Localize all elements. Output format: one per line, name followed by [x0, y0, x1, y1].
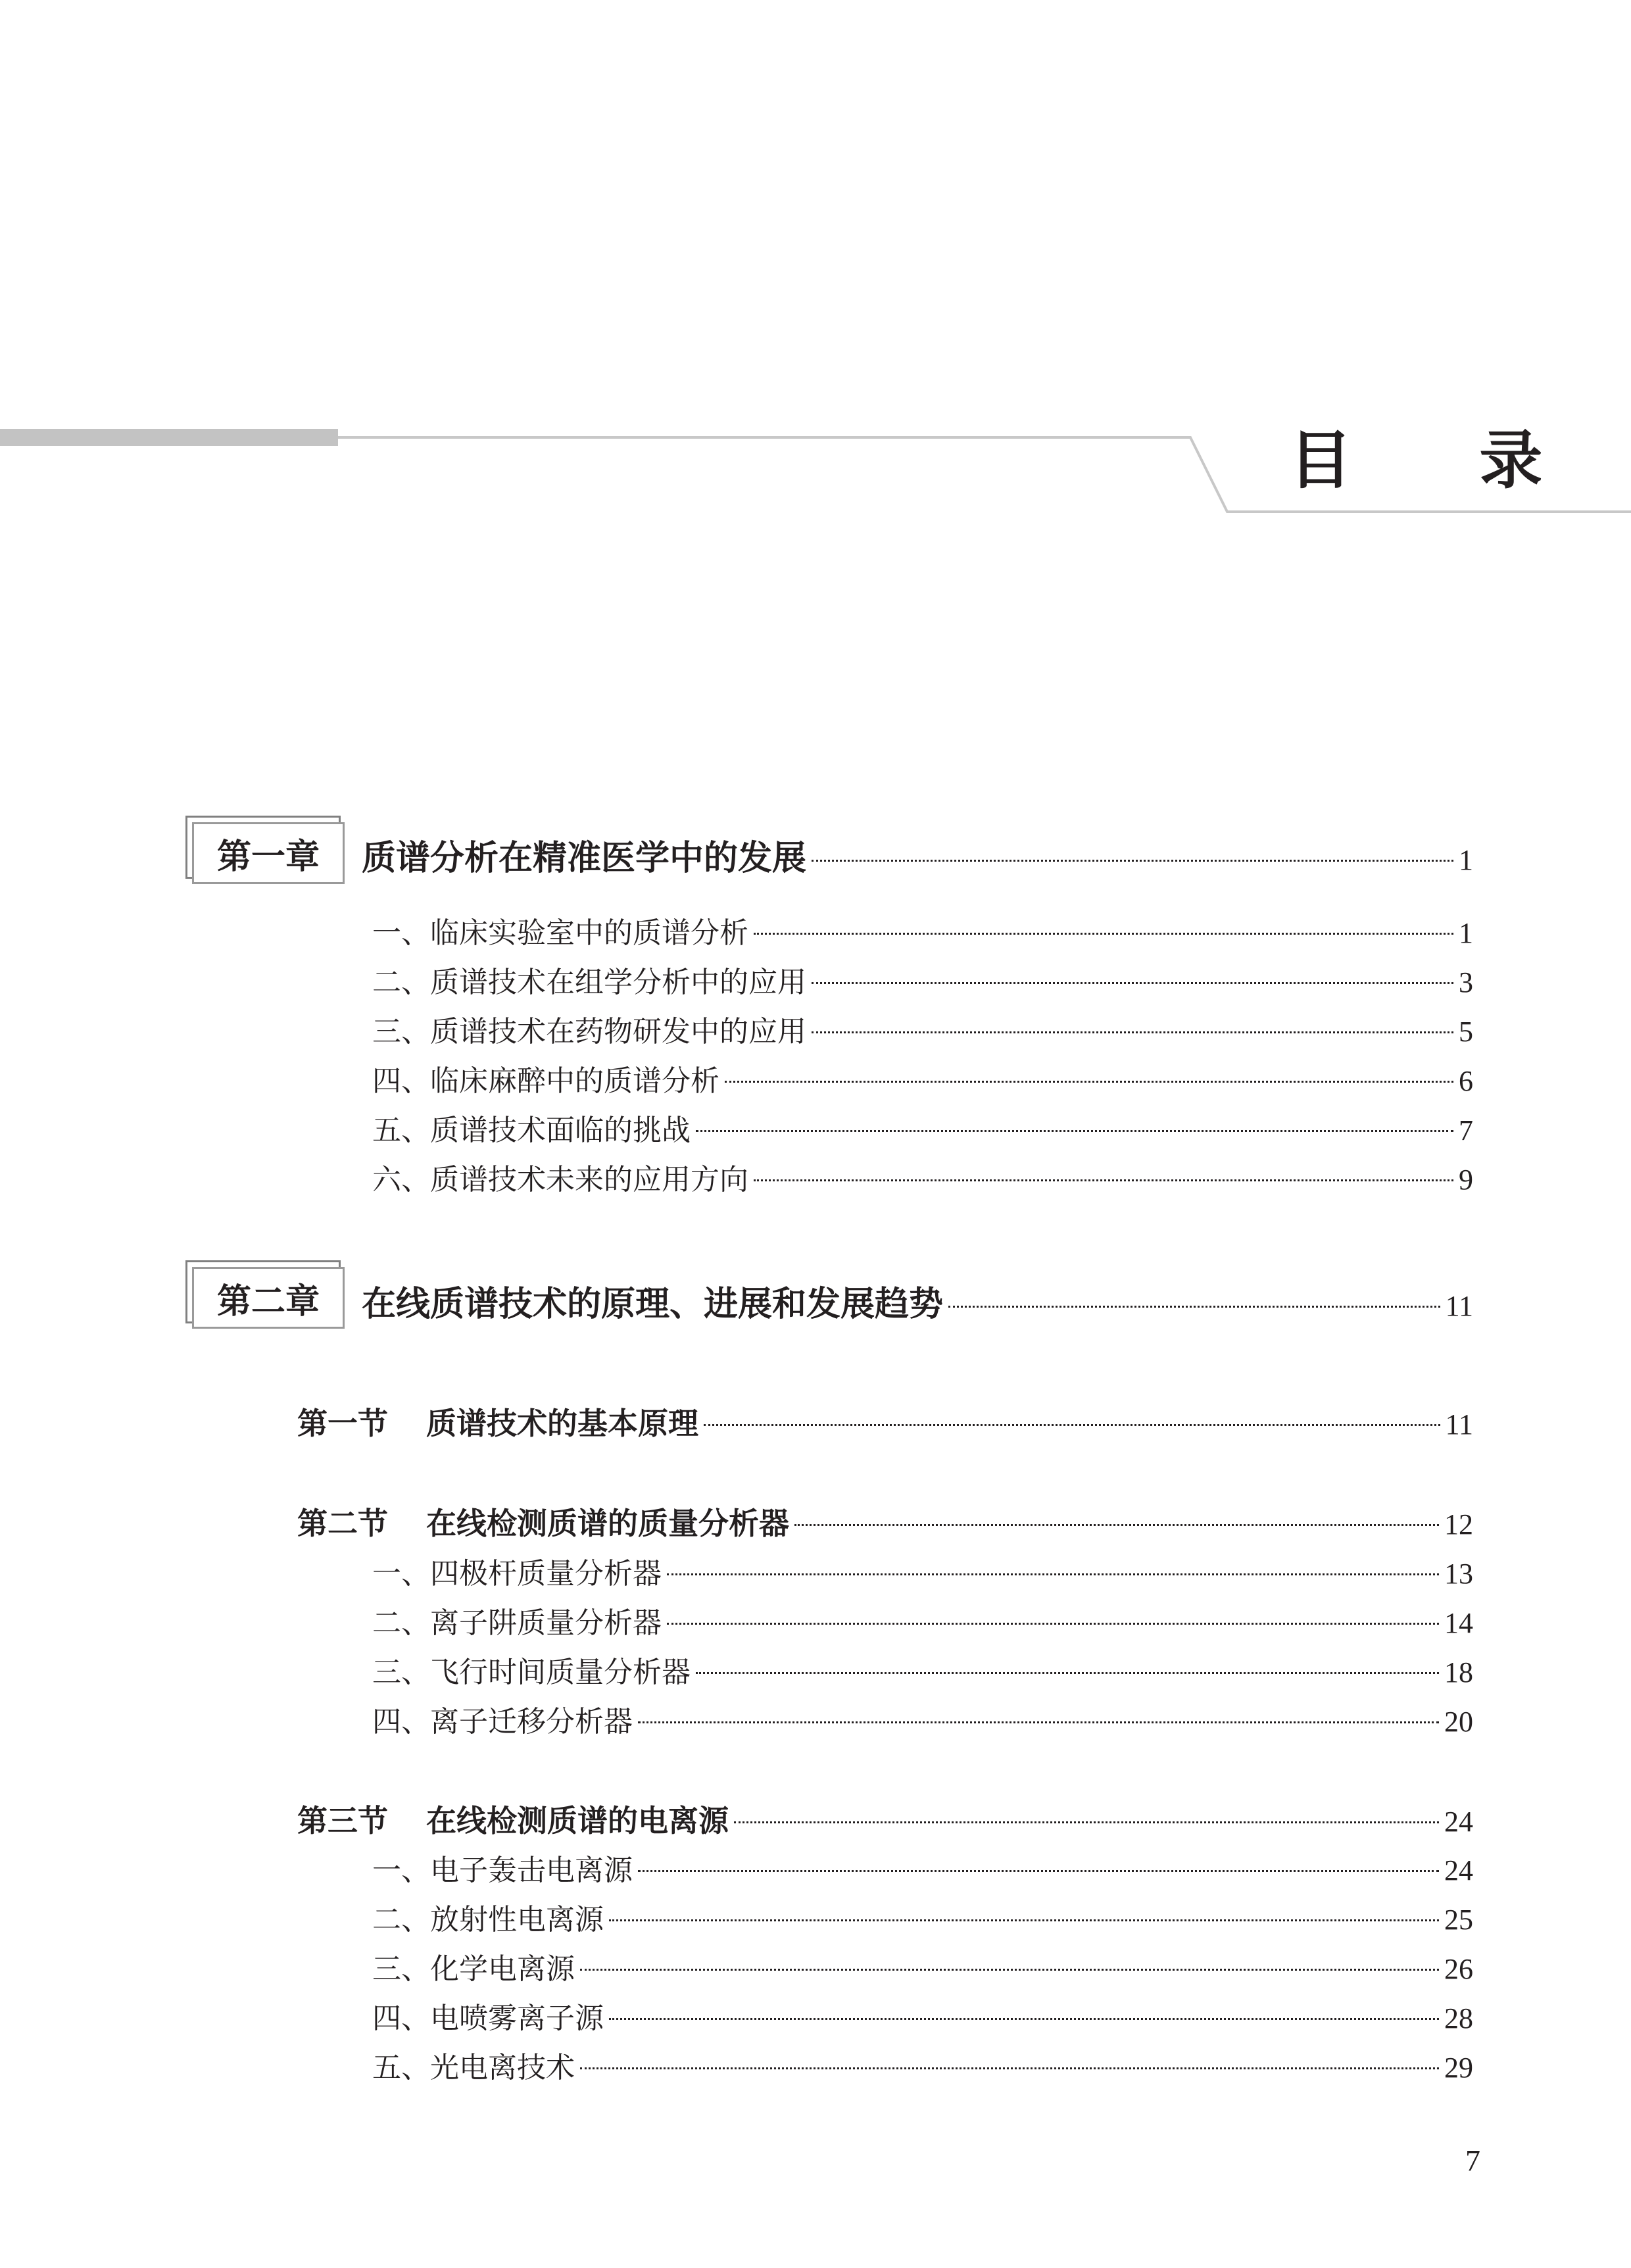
page-ref: 9	[1459, 1164, 1473, 1196]
item-title: 三、质谱技术在药物研发中的应用	[372, 1015, 806, 1048]
item-title: 四、临床麻醉中的质谱分析	[372, 1064, 719, 1098]
item-title: 四、离子迁移分析器	[372, 1705, 633, 1738]
item-title: 三、化学电离源	[372, 1952, 575, 1986]
dot-leader	[580, 1969, 1439, 1971]
page-ref: 5	[1459, 1016, 1473, 1048]
item-title: 五、光电离技术	[372, 2051, 575, 2084]
page-number: 7	[1465, 2144, 1480, 2177]
toc-item-entry[interactable]	[372, 1008, 1473, 1050]
toc-item-entry[interactable]	[372, 1106, 1473, 1148]
page-ref: 1	[1459, 917, 1473, 949]
page-ref: 12	[1444, 1508, 1473, 1541]
section-heading	[297, 1797, 729, 1840]
toc-item-entry[interactable]	[372, 1994, 1473, 2036]
item-title: 二、离子阱质量分析器	[372, 1606, 662, 1640]
dot-leader	[638, 1870, 1439, 1872]
page-ref: 24	[1444, 1854, 1473, 1886]
dot-leader	[696, 1130, 1453, 1132]
section-number: 第二节	[297, 1506, 388, 1541]
chapter-badge	[185, 816, 341, 879]
item-title: 二、放射性电离源	[372, 1903, 604, 1936]
page-ref: 29	[1444, 2052, 1473, 2084]
toc-item-entry[interactable]	[372, 909, 1473, 951]
page-ref: 1	[1459, 844, 1473, 876]
header-gray-bar	[0, 429, 338, 446]
dot-leader	[754, 933, 1453, 935]
dot-leader	[794, 1524, 1439, 1526]
item-title: 一、临床实验室中的质谱分析	[372, 916, 748, 950]
page-ref: 25	[1444, 1904, 1473, 1936]
section-title: 在线检测质谱的电离源	[426, 1803, 729, 1838]
item-title: 三、飞行时间质量分析器	[372, 1656, 691, 1689]
page-ref: 6	[1459, 1065, 1473, 1097]
section-title: 质谱技术的基本原理	[426, 1406, 698, 1441]
page-ref: 13	[1444, 1558, 1473, 1590]
page-ref: 7	[1459, 1114, 1473, 1146]
chapter-title: 在线质谱技术的原理、进展和发展趋势	[362, 1285, 944, 1324]
page-ref: 20	[1444, 1706, 1473, 1738]
page-ref: 18	[1444, 1656, 1473, 1689]
toc-item-entry[interactable]	[372, 1698, 1473, 1740]
dot-leader	[609, 1919, 1439, 1921]
page-ref: 11	[1445, 1408, 1473, 1441]
item-title: 五、质谱技术面临的挑战	[372, 1114, 691, 1147]
chapter-label: 第一章	[216, 837, 320, 877]
item-title: 四、电喷雾离子源	[372, 2002, 604, 2035]
item-title: 一、电子轰击电离源	[372, 1854, 633, 1887]
dot-leader	[638, 1721, 1439, 1723]
toc-item-entry[interactable]	[372, 1057, 1473, 1099]
dot-leader	[812, 1031, 1453, 1033]
toc-chapter-entry[interactable]	[362, 1276, 1473, 1325]
chapter-badge	[185, 1260, 341, 1323]
toc-section-entry[interactable]	[297, 1797, 1473, 1840]
page-ref: 3	[1459, 966, 1473, 998]
toc-item-entry[interactable]	[372, 1945, 1473, 1987]
dot-leader	[667, 1573, 1439, 1575]
dot-leader	[704, 1424, 1440, 1426]
page-ref: 26	[1444, 1953, 1473, 1985]
section-heading	[297, 1500, 789, 1543]
toc-item-entry[interactable]	[372, 1599, 1473, 1641]
section-title: 在线检测质谱的质量分析器	[426, 1506, 789, 1541]
toc-item-entry[interactable]	[372, 1648, 1473, 1690]
dot-leader	[580, 2067, 1439, 2069]
toc-chapter-entry[interactable]	[362, 830, 1473, 879]
page-ref: 14	[1444, 1607, 1473, 1639]
toc-section-entry[interactable]	[297, 1400, 1473, 1443]
toc-item-entry[interactable]	[372, 1896, 1473, 1938]
item-title: 一、四极杆质量分析器	[372, 1557, 662, 1590]
dot-leader	[812, 982, 1453, 984]
chapter-label: 第二章	[216, 1281, 320, 1321]
item-title: 六、质谱技术未来的应用方向	[372, 1163, 748, 1196]
toc-item-entry[interactable]	[372, 1846, 1473, 1888]
dot-leader	[667, 1623, 1439, 1625]
toc-item-entry[interactable]	[372, 1550, 1473, 1592]
page-ref: 28	[1444, 2002, 1473, 2034]
dot-leader	[696, 1672, 1439, 1674]
dot-leader	[948, 1306, 1440, 1308]
page-ref: 24	[1444, 1806, 1473, 1838]
dot-leader	[754, 1179, 1453, 1181]
section-heading	[297, 1400, 698, 1443]
page-ref: 11	[1445, 1290, 1473, 1322]
toc-item-entry[interactable]	[372, 2044, 1473, 2086]
dot-leader	[812, 860, 1453, 862]
page-title: 目 录	[1289, 424, 1595, 497]
item-title: 二、质谱技术在组学分析中的应用	[372, 966, 806, 999]
section-number: 第三节	[297, 1803, 388, 1838]
dot-leader	[609, 2018, 1439, 2020]
section-number: 第一节	[297, 1406, 388, 1441]
toc-item-entry[interactable]	[372, 958, 1473, 1000]
dot-leader	[725, 1081, 1453, 1083]
toc-item-entry[interactable]	[372, 1156, 1473, 1198]
chapter-title: 质谱分析在精准医学中的发展	[362, 839, 807, 878]
toc-section-entry[interactable]	[297, 1500, 1473, 1543]
dot-leader	[734, 1821, 1439, 1823]
